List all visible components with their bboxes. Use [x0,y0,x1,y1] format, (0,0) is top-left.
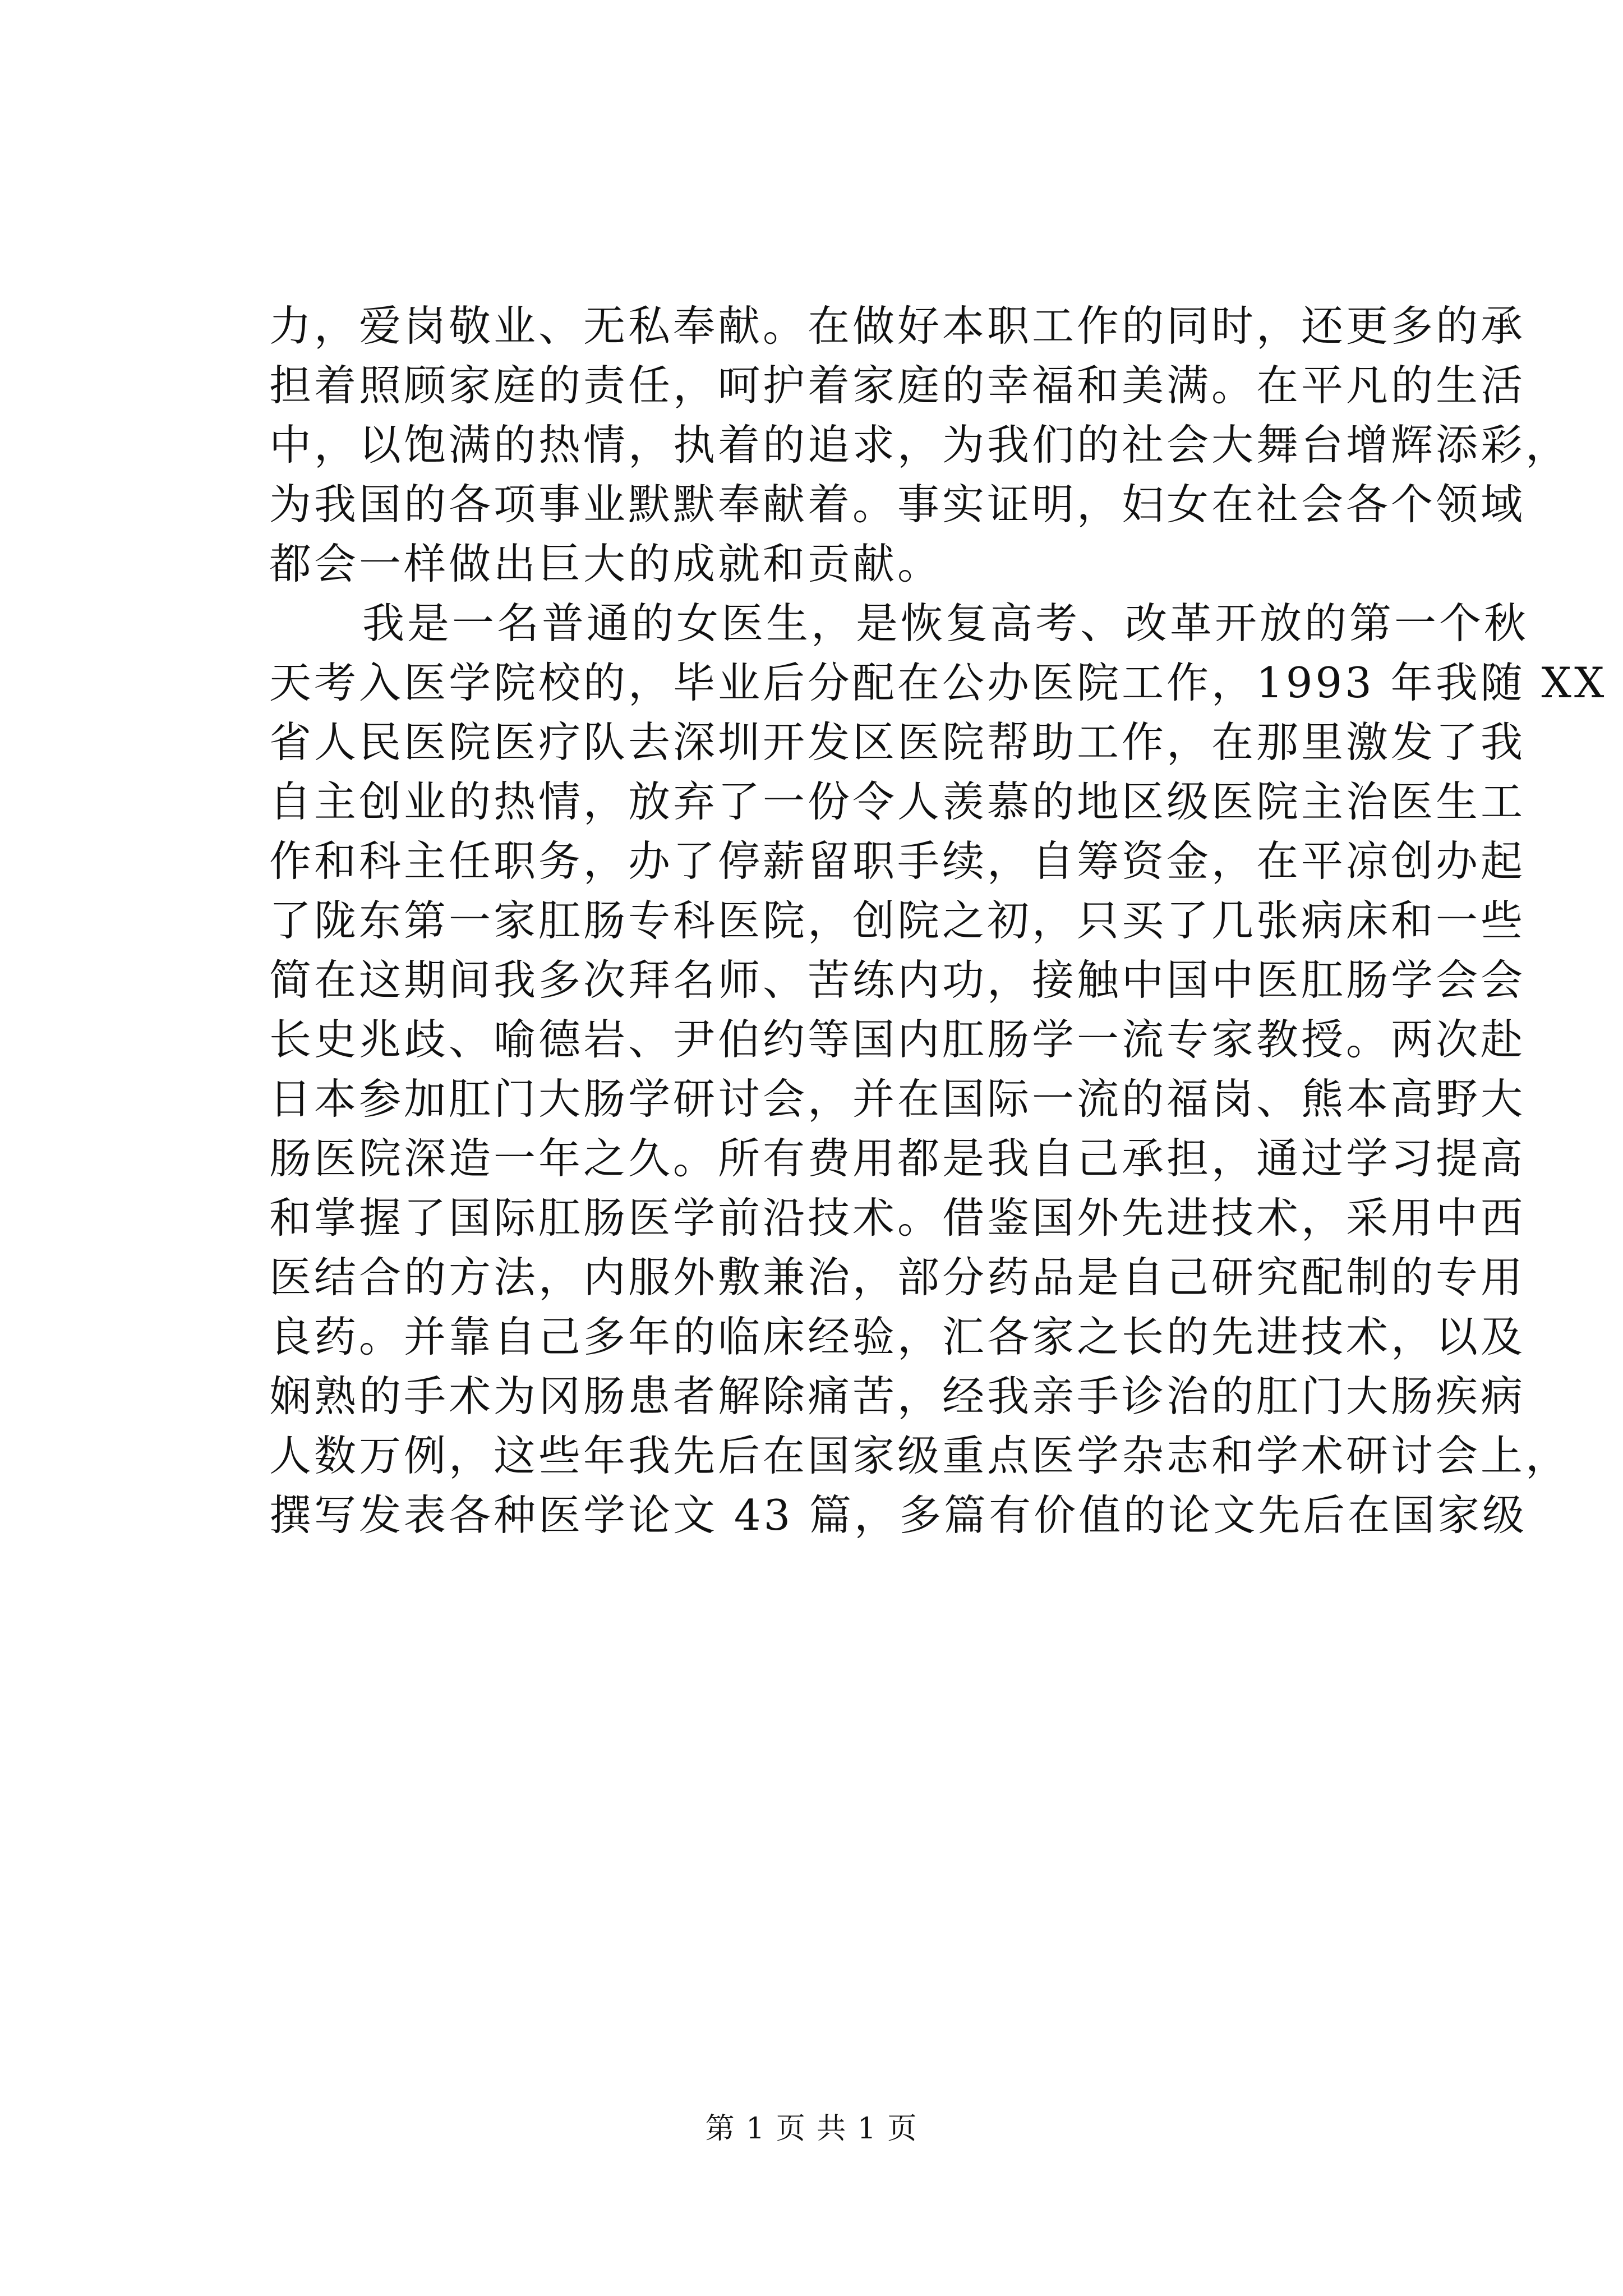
text-line: 人数万例，这些年我先后在国家级重点医学杂志和学术研讨会上， [269,1431,1571,1480]
paragraph-2 [269,593,1607,1545]
text-line: 娴熟的手术为冈肠患者解除痛苦，经我亲手诊治的肛门大肠疾病 [269,1372,1526,1421]
text-line: 简在这期间我多次拜名师、苦练内功，接触中国中医肛肠学会会 [269,955,1526,1005]
text-line: 省人民医院医疗队去深圳开发区医院帮助工作，在那里激发了我 [269,717,1526,767]
text-line: 我是一名普通的女医生，是恢复高考、改革开放的第一个秋 [362,599,1529,648]
document-body [269,296,1607,1545]
text-line: 为我国的各项事业默默奉献着。事实证明，妇女在社会各个领域 [269,480,1526,529]
text-line: 天考入医学院校的，毕业后分配在公办医院工作，1993 年我随 XX [269,658,1607,707]
text-line: 良药。并靠自己多年的临床经验，汇各家之长的先进技术，以及 [269,1312,1526,1361]
text-line: 力，爱岗敬业、无私奉献。在做好本职工作的同时，还更多的承 [269,301,1526,351]
text-line: 中，以饱满的热情，执着的追求，为我们的社会大舞台增辉添彩， [269,420,1571,470]
text-line: 作和科主任职务，办了停薪留职手续，自筹资金，在平凉创办起 [269,836,1526,886]
text-line: 担着照顾家庭的责任，呵护着家庭的幸福和美满。在平凡的生活 [269,361,1526,410]
text-line: 撰写发表各种医学论文 43 篇，多篇有价值的论文先后在国家级 [269,1490,1528,1540]
text-line: 都会一样做出巨大的成就和贡献。 [269,539,943,588]
text-line: 和掌握了国际肛肠医学前沿技术。借鉴国外先进技术，采用中西 [269,1193,1526,1243]
text-line: 日本参加肛门大肠学研讨会，并在国际一流的福岗、熊本高野大 [269,1074,1526,1124]
text-line: 医结合的方法，内服外敷兼治，部分药品是自己研究配制的专用 [269,1253,1526,1302]
text-line: 了陇东第一家肛肠专科医院，创院之初，只买了几张病床和一些 [269,896,1526,945]
text-line: 肠医院深造一年之久。所有费用都是我自己承担，通过学习提高 [269,1134,1526,1183]
page-footer: 第 1 页 共 1 页 [705,2112,918,2146]
paragraph-1 [269,296,1571,593]
text-line: 长史兆歧、喻德岩、尹伯约等国内肛肠学一流专家教授。两次赴 [269,1015,1526,1064]
text-line: 自主创业的热情，放弃了一份令人羡慕的地区级医院主治医生工 [269,777,1526,826]
